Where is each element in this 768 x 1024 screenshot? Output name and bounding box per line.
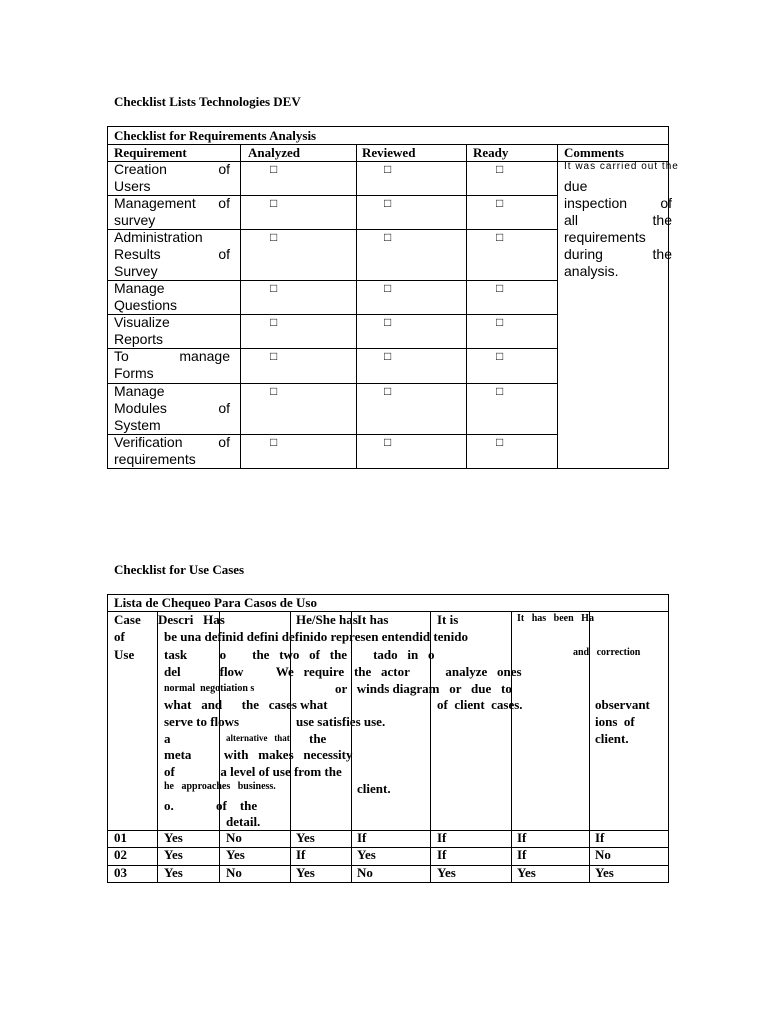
case-value: No [226, 830, 242, 845]
requirement-line: requirements [114, 451, 196, 467]
comment-line: all the [564, 212, 672, 228]
requirement-line: Manage [114, 280, 165, 296]
header-line-3: task o the two of the tado in o [164, 647, 435, 662]
requirement-line: Visualize [114, 314, 170, 330]
header-comments: Comments [564, 145, 624, 160]
header-reviewed: Reviewed [362, 145, 416, 160]
reviewed-checkbox[interactable]: □ [384, 162, 392, 176]
ready-checkbox[interactable]: □ [496, 281, 504, 295]
ready-checkbox[interactable]: □ [496, 384, 504, 398]
header-line-7: serve to flows [164, 714, 240, 729]
comment-line: due [564, 178, 588, 194]
requirement-cell [114, 229, 230, 280]
comment-line: during the [564, 246, 672, 262]
header-col3-top: He/She has [296, 612, 358, 627]
header-col7-a: observant [595, 697, 650, 712]
requirement-line: Survey [114, 263, 158, 279]
analyzed-checkbox[interactable]: □ [270, 281, 278, 295]
analyzed-checkbox[interactable]: □ [270, 349, 278, 363]
requirement-line: Management of [114, 195, 230, 211]
use-cases-checklist-table [107, 594, 669, 883]
reviewed-checkbox[interactable]: □ [384, 384, 392, 398]
requirement-line: Questions [114, 297, 178, 313]
table2-caption: Lista de Chequeo Para Casos de Uso [114, 595, 317, 610]
header-line-6b: of client cases. [437, 697, 523, 712]
ready-checkbox[interactable]: □ [496, 196, 504, 210]
header-line-8c: the [309, 731, 327, 746]
requirement-line: Creation of [114, 161, 230, 177]
ready-checkbox[interactable]: □ [496, 435, 504, 449]
case-value: Yes [296, 865, 315, 880]
case-value: If [437, 830, 447, 845]
case-value: Yes [595, 865, 614, 880]
header-col6-top: It has been Ha [517, 613, 594, 624]
header-col6-b: and correction [573, 647, 641, 658]
requirement-line: Verification of [114, 434, 230, 450]
header-case: Case [114, 612, 141, 627]
requirement-cell [114, 161, 230, 195]
header-line-11b: client. [357, 781, 391, 796]
header-ready: Ready [473, 145, 509, 160]
requirements-checklist-table [107, 126, 679, 469]
case-value: Yes [357, 847, 376, 862]
analyzed-checkbox[interactable]: □ [270, 435, 278, 449]
requirement-cell [114, 195, 230, 229]
header-line-13: detail. [226, 814, 261, 829]
header-line-2: be una definid defini definido represen entendid tenido [164, 629, 468, 644]
header-requirement: Requirement [114, 145, 187, 160]
ready-checkbox[interactable]: □ [496, 162, 504, 176]
analyzed-checkbox[interactable]: □ [270, 315, 278, 329]
requirement-line: Modules of [114, 400, 230, 416]
case-value: Yes [164, 830, 183, 845]
document-title: Checklist Lists Technologies DEV [114, 94, 301, 109]
header-line-8a: a [164, 731, 171, 746]
case-value: If [595, 830, 605, 845]
case-value: No [226, 865, 242, 880]
case-value: No [357, 865, 373, 880]
case-value: If [357, 830, 367, 845]
reviewed-checkbox[interactable]: □ [384, 281, 392, 295]
header-line-8b: alternative that [226, 733, 290, 743]
header-line-6: what and the cases what [164, 697, 328, 712]
header-col5-top: It is [437, 612, 459, 627]
header-line-11: he approaches business. [164, 781, 276, 792]
section-title-use-cases: Checklist for Use Cases [114, 562, 245, 577]
header-col7-b: ions of [595, 714, 635, 729]
reviewed-checkbox[interactable]: □ [384, 349, 392, 363]
requirement-line: To manage [114, 348, 230, 364]
analyzed-checkbox[interactable]: □ [270, 384, 278, 398]
table1-caption: Checklist for Requirements Analysis [114, 128, 317, 143]
case-id: 02 [114, 847, 127, 862]
header-line-12: o. of the [164, 798, 258, 813]
requirement-line: Manage [114, 383, 165, 399]
case-value: Yes [517, 865, 536, 880]
ready-checkbox[interactable]: □ [496, 230, 504, 244]
header-line-5: normal negotiation s [164, 683, 255, 694]
requirement-cell [114, 383, 230, 434]
ready-checkbox[interactable]: □ [496, 349, 504, 363]
requirement-cell [114, 280, 230, 314]
requirement-line: System [114, 417, 161, 433]
case-value: Yes [164, 847, 183, 862]
requirement-cell [114, 348, 230, 382]
comment-line: analysis. [564, 263, 619, 279]
reviewed-checkbox[interactable]: □ [384, 435, 392, 449]
reviewed-checkbox[interactable]: □ [384, 230, 392, 244]
analyzed-checkbox[interactable]: □ [270, 162, 278, 176]
header-line-10: of a level of use from the [164, 764, 342, 779]
requirement-line: survey [114, 212, 156, 228]
header-analyzed: Analyzed [248, 145, 300, 160]
analyzed-checkbox[interactable]: □ [270, 230, 278, 244]
case-id: 01 [114, 830, 127, 845]
requirement-line: Administration [114, 229, 203, 245]
case-value: Yes [226, 847, 245, 862]
analyzed-checkbox[interactable]: □ [270, 196, 278, 210]
header-line-9: meta with makes necessity [164, 747, 353, 762]
case-value: If [517, 830, 527, 845]
ready-checkbox[interactable]: □ [496, 315, 504, 329]
case-id: 03 [114, 865, 127, 880]
requirement-line: Forms [114, 365, 154, 381]
requirement-cell [114, 434, 230, 468]
header-line-7b: use satisfies use. [296, 714, 386, 729]
comment-line: inspection of [564, 195, 672, 211]
comment-text [564, 178, 672, 280]
header-use: Use [114, 647, 135, 662]
requirement-line: Reports [114, 331, 164, 347]
comment-first-line: It was carried out the [564, 161, 679, 172]
case-value: If [437, 847, 447, 862]
case-value: Yes [164, 865, 183, 880]
header-col4-top: It has [357, 612, 389, 627]
case-value: If [296, 847, 306, 862]
requirement-cell [114, 314, 230, 348]
header-col7-c: client. [595, 731, 629, 746]
requirement-line: Results of [114, 246, 230, 262]
reviewed-checkbox[interactable]: □ [384, 315, 392, 329]
comment-line: requirements [564, 229, 646, 245]
case-value: No [595, 847, 611, 862]
case-value: Yes [437, 865, 456, 880]
requirement-line: Users [114, 178, 151, 194]
case-value: If [517, 847, 527, 862]
header-of: of [114, 629, 125, 644]
case-value: Yes [296, 830, 315, 845]
header-line-5b: or winds diagram or due to [335, 681, 512, 696]
header-line-1: Descri Has [158, 612, 225, 627]
reviewed-checkbox[interactable]: □ [384, 196, 392, 210]
header-line-4: del flow We require the actor analyze ones [164, 664, 522, 679]
